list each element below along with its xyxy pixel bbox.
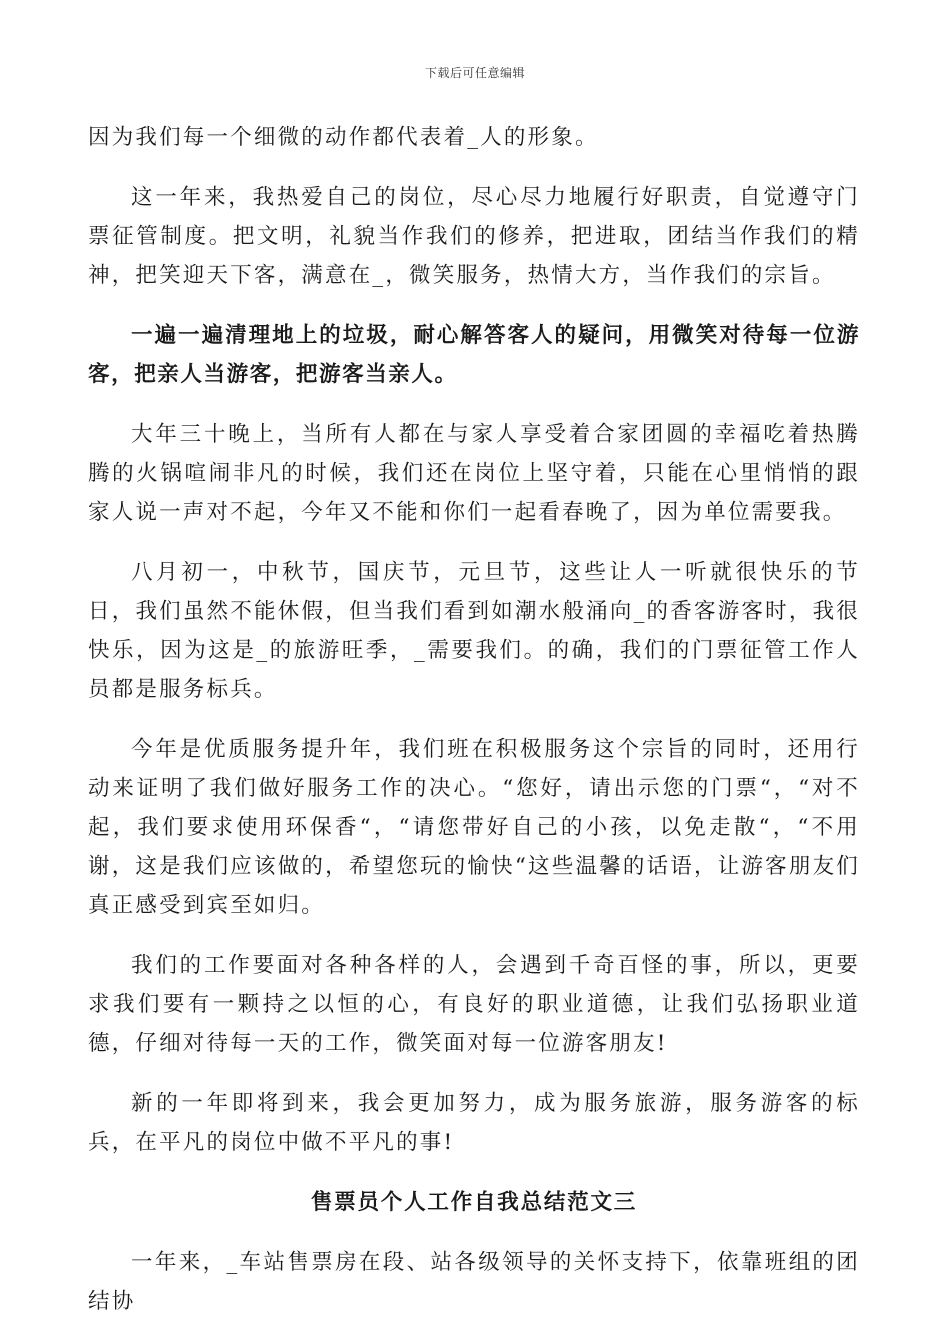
page-header: 下载后可任意编辑 (424, 66, 525, 80)
document-body (88, 118, 860, 1342)
paragraph-continuation: 因为我们每一个细微的动作都代表着_人的形象。 (88, 125, 599, 150)
section-title: 售票员个人工作自我总结范文三 (310, 1190, 638, 1215)
paragraph-professional-ethics: 我们的工作要面对各种各样的人，会遇到千奇百怪的事，所以，更要求我们要有一颗持之以恒的心，有良好的职业道德，让我们弘扬职业道德，仔细对待每一天的工作，微笑面对每一位游客朋友! (88, 953, 860, 1056)
paragraph-service-year: 今年是优质服务提升年，我们班在积极服务这个宗旨的同时，还用行动来证明了我们做好服务工作的决心。“您好，请出示您的门票“，“对不起，我们要求使用环保香“，“请您带好自己的小孩，以免走散“，“不用谢，这是我们应该做的，希望您玩的愉快“这些温馨的话语，让游客朋友们真正感受到宾至如归。 (88, 737, 860, 918)
paragraph-section-start: 一年来，_车站售票房在段、站各级领导的关怀支持下，依靠班组的团结协 (88, 1250, 860, 1314)
paragraph-new-year-goal: 新的一年即将到来，我会更加努力，成为服务旅游，服务游客的标兵，在平凡的岗位中做不平凡的事! (88, 1091, 860, 1155)
paragraph-holidays: 八月初一，中秋节，国庆节，元旦节，这些让人一听就很快乐的节日，我们虽然不能休假，但当我们看到如潮水般涌向_的香客游客时，我很快乐，因为这是_的旅游旺季，_需要我们。的确，我们的门票征管工作人员都是服务标兵。 (88, 560, 860, 702)
paragraph-duties: 这一年来，我热爱自己的岗位，尽心尽力地履行好职责，自觉遵守门票征管制度。把文明，礼貌当作我们的修养，把进取，团结当作我们的精神，把笑迎天下客，满意在_，微笑服务，热情大方，当作我们的宗旨。 (88, 185, 860, 288)
paragraph-emphasis: 一遍一遍清理地上的垃圾，耐心解答客人的疑问，用微笑对待每一位游客，把亲人当游客，把游客当亲人。 (88, 323, 860, 387)
paragraph-new-year-eve: 大年三十晚上，当所有人都在与家人享受着合家团圆的幸福吃着热腾腾的火锅喧闹非凡的时候，我们还在岗位上坚守着，只能在心里悄悄的跟家人说一声对不起，今年又不能和你们一起看春晚了，因为单位需要我。 (88, 422, 860, 525)
